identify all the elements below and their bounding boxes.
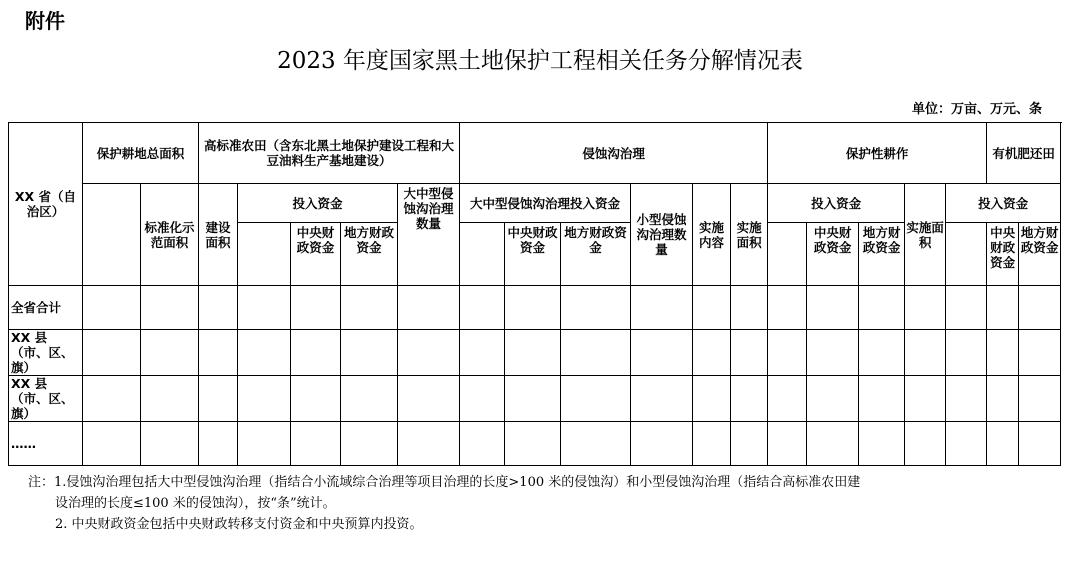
- table-cell: [859, 286, 905, 330]
- manure-group-header: 有机肥还田: [987, 123, 1061, 184]
- till-invest-header: 投入资金: [768, 184, 905, 223]
- gully-central-fund-header: 中央财政资金: [505, 223, 561, 286]
- manure-local-fund-header: 地方财政资金: [1019, 223, 1061, 286]
- table-cell: [398, 286, 460, 330]
- table-cell: [561, 330, 631, 376]
- table-cell: [768, 330, 807, 376]
- notes: [28, 472, 1058, 535]
- table-cell: [291, 422, 341, 466]
- table-cell: [693, 286, 731, 330]
- table-cell: [987, 286, 1019, 330]
- table-cell: [505, 330, 561, 376]
- table-cell: [987, 330, 1019, 376]
- table-cell: [199, 330, 238, 376]
- manure-central-fund-header: 中央财政资金: [987, 223, 1019, 286]
- table-cell: [398, 330, 460, 376]
- table-cell: [83, 422, 141, 466]
- table-cell: [341, 422, 398, 466]
- table-cell: [460, 376, 505, 422]
- row-label: 全省合计: [9, 286, 83, 330]
- table-cell: [505, 286, 561, 330]
- erosion-group-header: 侵蚀沟治理: [460, 123, 768, 184]
- till-impl-content-header: 实施内容: [693, 184, 731, 286]
- row-label: ……: [9, 422, 83, 466]
- attachment-label: 附件: [25, 9, 65, 33]
- note-line-3: 2. 中央财政资金包括中央财政转移支付资金和中央预算内投资。: [55, 517, 423, 532]
- table-cell: [398, 422, 460, 466]
- table-cell: [199, 422, 238, 466]
- table-cell: [693, 330, 731, 376]
- hsf-local-fund-header: 地方财政资金: [341, 223, 398, 286]
- table-row: [9, 330, 1061, 376]
- table-cell: [631, 376, 693, 422]
- table-cell: [291, 376, 341, 422]
- table-cell: [631, 330, 693, 376]
- manure-invest-blank: [946, 223, 987, 286]
- table-cell: [987, 376, 1019, 422]
- unit-label: 单位：万亩、万元、条: [911, 102, 1042, 117]
- province-header: XX 省（自治区）: [9, 123, 83, 286]
- table-row: [9, 376, 1061, 422]
- table-cell: [561, 286, 631, 330]
- table-cell: [1019, 286, 1061, 330]
- table-cell: [83, 376, 141, 422]
- table-cell: [238, 286, 291, 330]
- table-cell: [141, 330, 199, 376]
- table-cell: [768, 286, 807, 330]
- table-cell: [731, 286, 768, 330]
- table-cell: [731, 422, 768, 466]
- gully-local-fund-header: 地方财政资金: [561, 223, 631, 286]
- protected-total-header: 保护耕地总面积: [83, 123, 199, 184]
- manure-impl-area-header: 实施面积: [905, 184, 946, 286]
- till-local-fund-header: 地方财政资金: [859, 223, 905, 286]
- table-cell: [1019, 376, 1061, 422]
- table-cell: [946, 330, 987, 376]
- cons-till-group-header: 保护性耕作: [768, 123, 987, 184]
- table-cell: [946, 422, 987, 466]
- table-cell: [987, 422, 1019, 466]
- table-row: [9, 286, 1061, 330]
- gully-invest-blank: [460, 223, 505, 286]
- row-label: XX 县（市、区、旗）: [9, 330, 83, 376]
- table-cell: [199, 376, 238, 422]
- page-title: 2023 年度国家黑土地保护工程相关任务分解情况表: [277, 48, 803, 74]
- till-central-fund-header: 中央财政资金: [807, 223, 859, 286]
- table-cell: [807, 422, 859, 466]
- hsf-std-demo-header: 标准化示范面积: [141, 184, 199, 286]
- note-line-2: 设治理的长度≤100 米的侵蚀沟），按“条”统计。: [55, 496, 336, 511]
- table-cell: [341, 330, 398, 376]
- table-cell: [141, 376, 199, 422]
- hsf-build-area-header: 建设面积: [199, 184, 238, 286]
- table-cell: [768, 422, 807, 466]
- hsf-invest-blank: [238, 223, 291, 286]
- table-cell: [1019, 422, 1061, 466]
- manure-invest-header: 投入资金: [946, 184, 1061, 223]
- table-cell: [460, 330, 505, 376]
- hsf-central-fund-header: 中央财政资金: [291, 223, 341, 286]
- table-cell: [807, 330, 859, 376]
- table-cell: [946, 376, 987, 422]
- table-cell: [905, 376, 946, 422]
- table-cell: [199, 286, 238, 330]
- table-row: [9, 422, 1061, 466]
- table-cell: [238, 376, 291, 422]
- table-cell: [859, 376, 905, 422]
- table-cell: [693, 422, 731, 466]
- row-label: XX 县（市、区、旗）: [9, 376, 83, 422]
- table-cell: [561, 376, 631, 422]
- table-cell: [631, 422, 693, 466]
- table-cell: [238, 330, 291, 376]
- table-cell: [460, 286, 505, 330]
- table-cell: [807, 376, 859, 422]
- table-cell: [83, 286, 141, 330]
- table-cell: [398, 376, 460, 422]
- table-cell: [505, 422, 561, 466]
- table-cell: [946, 286, 987, 330]
- table-cell: [731, 376, 768, 422]
- table-cell: [631, 286, 693, 330]
- table-cell: [768, 376, 807, 422]
- table-cell: [859, 330, 905, 376]
- table-cell: [693, 376, 731, 422]
- hsf-invest-header: 投入资金: [238, 184, 398, 223]
- table-cell: [905, 330, 946, 376]
- small-gully-count-header: 小型侵蚀沟治理数量: [631, 184, 693, 286]
- table-cell: [238, 422, 291, 466]
- till-impl-area-header: 实施面积: [731, 184, 768, 286]
- table-cell: [905, 286, 946, 330]
- hsf-group-header: 高标准农田（含东北黑土地保护建设工程和大豆油料生产基地建设）: [199, 123, 460, 184]
- table-cell: [83, 330, 141, 376]
- note-line-1: 注：1.侵蚀沟治理包括大中型侵蚀沟治理（指结合小流域综合治理等项目治理的长度>100 米的侵蚀沟）和小型侵蚀沟治理（指结合高标准农田建: [28, 475, 861, 490]
- large-gully-invest-header: 大中型侵蚀沟治理投入资金: [460, 184, 631, 223]
- table-cell: [141, 422, 199, 466]
- table-cell: [731, 330, 768, 376]
- table-cell: [291, 286, 341, 330]
- table-cell: [505, 376, 561, 422]
- table-cell: [905, 422, 946, 466]
- table-cell: [141, 286, 199, 330]
- protected-total-blank: [83, 184, 141, 286]
- table-cell: [291, 330, 341, 376]
- till-invest-blank: [768, 223, 807, 286]
- table-cell: [460, 422, 505, 466]
- table-cell: [807, 286, 859, 330]
- table-cell: [341, 376, 398, 422]
- table-cell: [341, 286, 398, 330]
- table-cell: [859, 422, 905, 466]
- table-cell: [1019, 330, 1061, 376]
- task-breakdown-table: [8, 122, 1061, 466]
- table-cell: [561, 422, 631, 466]
- large-gully-count-header: 大中型侵蚀沟治理数量: [398, 184, 460, 286]
